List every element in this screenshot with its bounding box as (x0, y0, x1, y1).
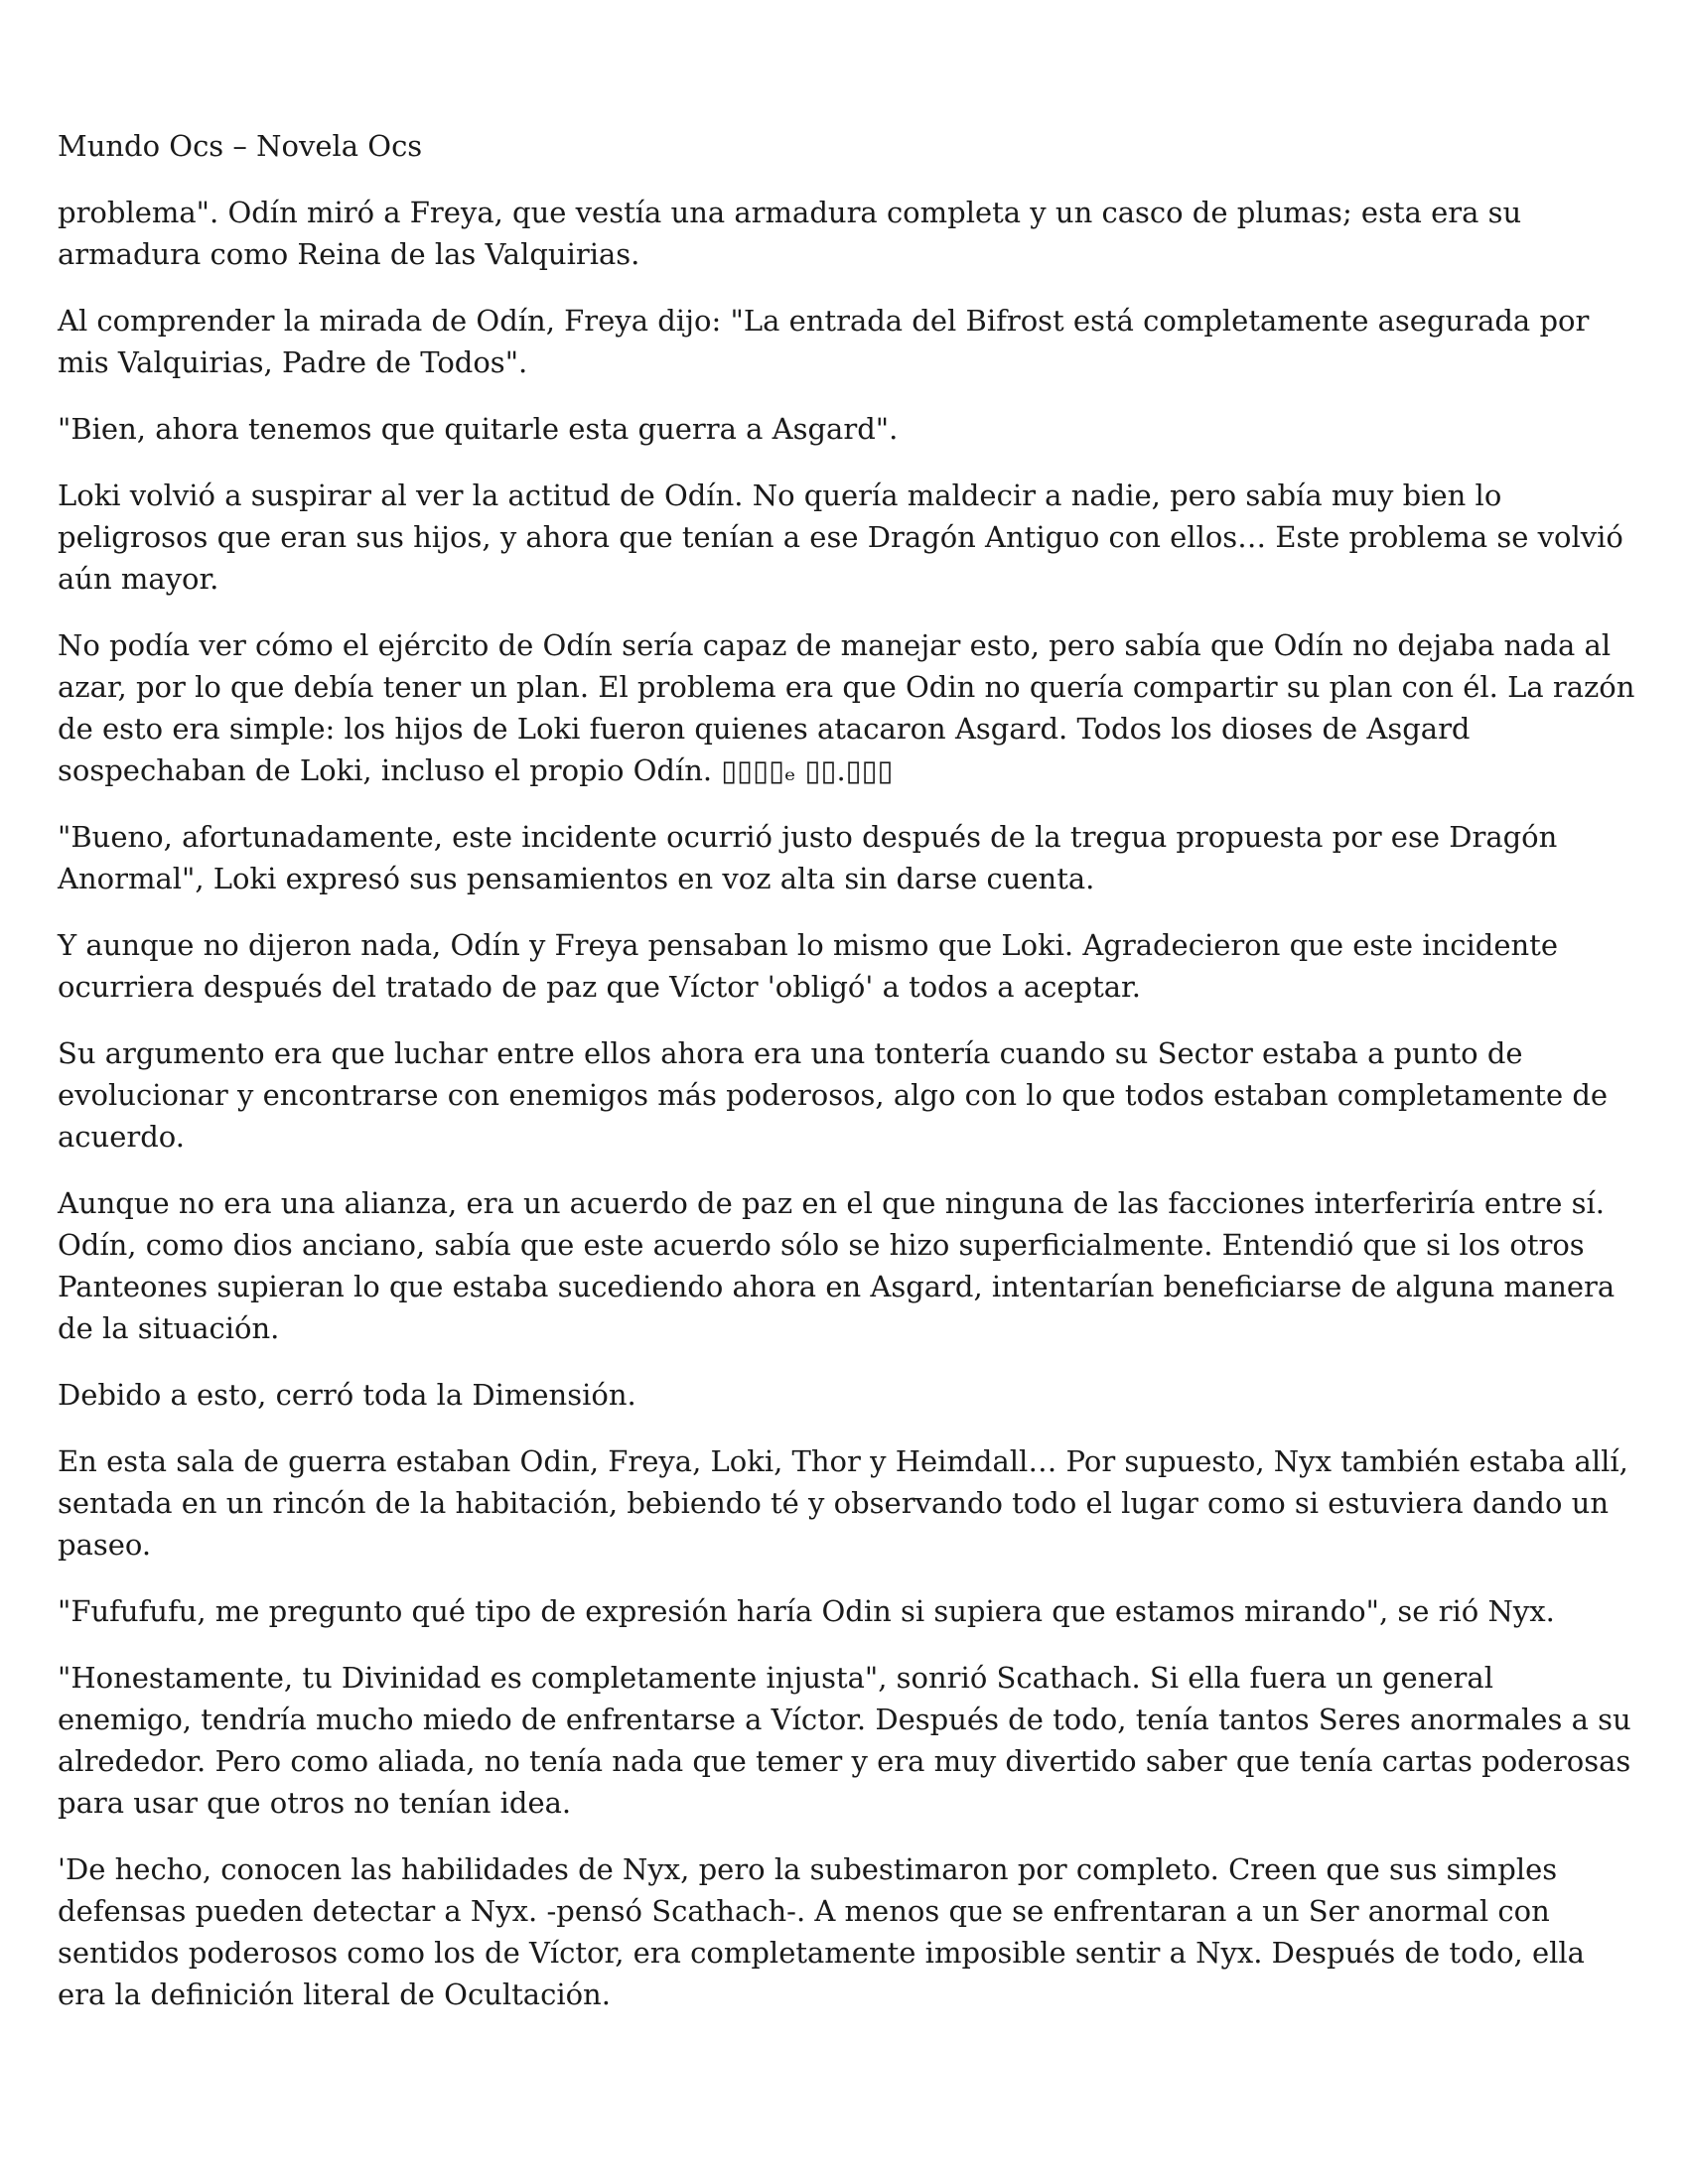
paragraph: Al comprender la mirada de Odín, Freya dijo: "La entrada del Bifrost está completamente asegurada por mis Valquirias, Padre de Todos". (58, 304, 1590, 379)
paragraph: En esta sala de guerra estaban Odin, Freya, Loki, Thor y Heimdall… Por supuesto, Nyx también estaba allí, sentada en un rincón de la habitación, bebiendo té y observando todo el lugar como si estuviera dando un paseo. (58, 1444, 1628, 1562)
paragraph: "Fufufufu, me pregunto qué tipo de expresión haría Odin si supiera que estamos mirando", se rió Nyx. (58, 1594, 1555, 1628)
paragraph: 'De hecho, conocen las habilidades de Nyx, pero la subestimaron por completo. Creen que sus simples defensas pueden detectar a Nyx. -pensó Scathach-. A menos que se enfrentaran a un Ser anormal con sentidos poderosos como los de Víctor, era completamente imposible sentir a Nyx. Después de todo, ella era la definición literal de Ocultación. (58, 1852, 1585, 2011)
paragraph: Aunque no era una alianza, era un acuerdo de paz en el que ninguna de las facciones interferiría entre sí. Odín, como dios anciano, sabía que este acuerdo sólo se hizo superficialmente. Entendió que si los otros Panteones supieran lo que estaba sucediendo ahora en Asgard, intentarían beneficiarse de alguna manera de la situación. (58, 1186, 1616, 1345)
page-header: Mundo Ocs – Novela Ocs (58, 129, 423, 163)
paragraph: Su argumento era que luchar entre ellos ahora era una tontería cuando su Sector estaba a punto de evolucionar y encontrarse con enemigos más poderosos, algo con lo que todos estaban completamente de acuerdo. (58, 1036, 1609, 1154)
paragraph: "Honestamente, tu Divinidad es completamente injusta", sonrió Scathach. Si ella fuera un general enemigo, tendría mucho miedo de enfrentarse a Víctor. Después de todo, tenía tantos Seres anormales a su alrededor. Pero como aliada, no tenía nada que temer y era muy divertido saber que tenía cartas poderosas para usar que otros no tenían idea. (58, 1661, 1631, 1820)
paragraph: "Bueno, afortunadamente, este incidente ocurrió justo después de la tregua propuesta por ese Dragón Anormal", Loki expresó sus pensamientos en voz alta sin darse cuenta. (58, 820, 1558, 895)
paragraph: problema". Odín miró a Freya, que vestía una armadura completa y un casco de plumas; esta era su armadura como Reina de las Valquirias. (58, 196, 1522, 271)
paragraph: No podía ver cómo el ejército de Odín sería capaz de manejar esto, pero sabía que Odín no dejaba nada al azar, por lo que debía tener un plan. El problema era que Odin no quería compartir su plan con él. La razón de esto era simple: los hijos de Loki fueron quienes atacaron Asgard. Todos los dioses de Asgard sospechaban de Loki, incluso el propio Odín. ▯▯▯▯ₑ ▯▯.▯▯▯ (58, 628, 1635, 787)
paragraph: Loki volvió a suspirar al ver la actitud de Odín. No quería maldecir a nadie, pero sabía muy bien lo peligrosos que eran sus hijos, y ahora que tenían a ese Dragón Antiguo con ellos… Este problema se volvió aún mayor. (58, 478, 1623, 596)
document-body (58, 125, 1636, 2040)
paragraph: Y aunque no dijeron nada, Odín y Freya pensaban lo mismo que Loki. Agradecieron que este incidente ocurriera después del tratado de paz que Víctor 'obligó' a todos a aceptar. (58, 928, 1559, 1004)
paragraph: "Bien, ahora tenemos que quitarle esta guerra a Asgard". (58, 412, 899, 446)
paragraph: Debido a esto, cerró toda la Dimensión. (58, 1378, 636, 1412)
